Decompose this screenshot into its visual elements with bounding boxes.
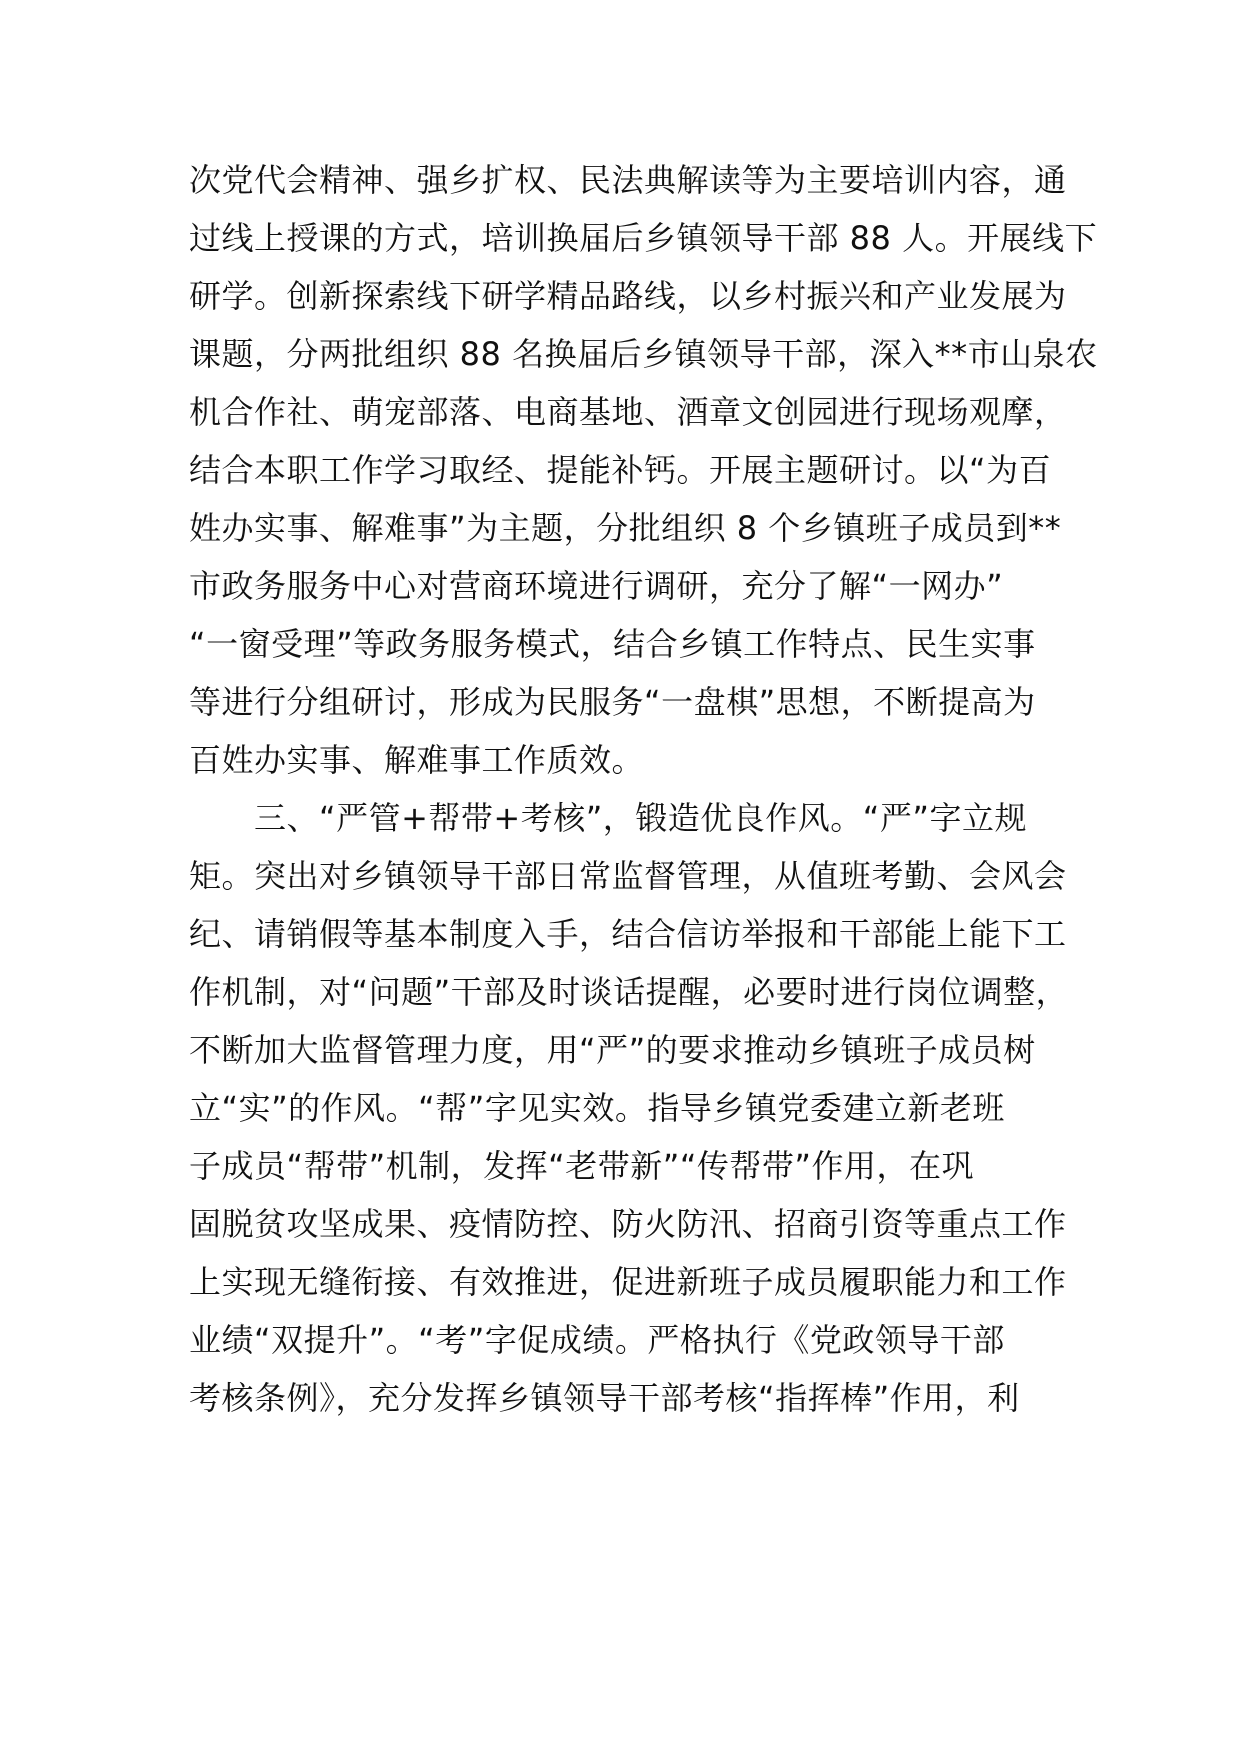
text-line: 子成员“帮带”机制，发挥“老带新”“传帮带”作用，在巩 (189, 1147, 974, 1185)
section-heading-line: 三、“严管+帮带+考核”，锻造优良作风。“严”字立规 (189, 799, 1027, 837)
text-line: 不断加大监督管理力度，用“严”的要求推动乡镇班子成员树 (189, 1031, 1036, 1069)
text-line: 考核条例》，充分发挥乡镇领导干部考核“指挥棒”作用，利 (189, 1379, 1020, 1417)
text-line: 立“实”的作风。“帮”字见实效。指导乡镇党委建立新老班 (189, 1089, 1005, 1127)
text-line: 过线上授课的方式，培训换届后乡镇领导干部 88 人。开展线下 (189, 219, 1098, 257)
text-line: 研学。创新探索线下研学精品路线，以乡村振兴和产业发展为 (189, 277, 1067, 315)
text-line: “一窗受理”等政务服务模式，结合乡镇工作特点、民生实事 (189, 625, 1036, 663)
text-line: 业绩“双提升”。“考”字促成绩。严格执行《党政领导干部 (189, 1321, 1005, 1359)
text-line: 次党代会精神、强乡扩权、民法典解读等为主要培训内容，通 (189, 161, 1067, 199)
text-line: 百姓办实事、解难事工作质效。 (189, 741, 645, 779)
text-line: 纪、请销假等基本制度入手，结合信访举报和干部能上能下工 (189, 915, 1067, 953)
text-line: 课题，分两批组织 88 名换届后乡镇领导干部，深入**市山泉农 (189, 335, 1098, 373)
text-line: 机合作社、萌宠部落、电商基地、酒章文创园进行现场观摩， (189, 393, 1067, 431)
text-line: 矩。突出对乡镇领导干部日常监督管理，从值班考勤、会风会 (189, 857, 1067, 895)
text-line: 市政务服务中心对营商环境进行调研，充分了解“一网办” (189, 567, 1004, 605)
text-line: 姓办实事、解难事”为主题，分批组织 8 个乡镇班子成员到** (189, 509, 1062, 547)
text-line: 上实现无缝衔接、有效推进，促进新班子成员履职能力和工作 (189, 1263, 1067, 1301)
text-line: 固脱贫攻坚成果、疫情防控、防火防汛、招商引资等重点工作 (189, 1205, 1067, 1243)
text-line: 作机制，对“问题”干部及时谈话提醒，必要时进行岗位调整， (189, 973, 1069, 1011)
text-line: 等进行分组研讨，形成为民服务“一盘棋”思想，不断提高为 (189, 683, 1036, 721)
text-line: 结合本职工作学习取经、提能补钙。开展主题研讨。以“为百 (189, 451, 1052, 489)
